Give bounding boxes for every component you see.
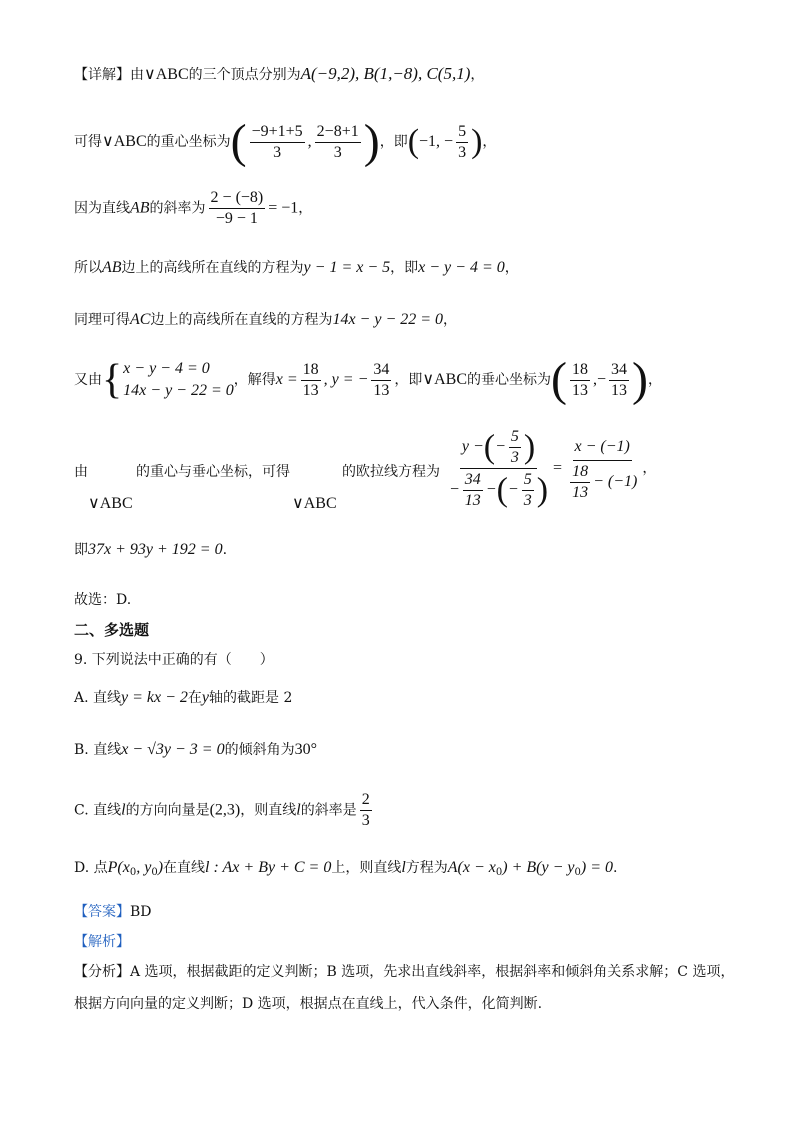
altitude-ab-line: 所以AB边上的高线所在直线的方程为y − 1 = x − 5，即x − y − 4 = 0， <box>74 259 519 276</box>
slope-fraction: $\frac{2 - (-8)}{-9 - 1}$ <box>210 189 264 227</box>
choice-line: 故选：D. <box>74 592 132 608</box>
answer-tag: 【答案】 <box>74 904 130 920</box>
euler-result-line: 即37x + 93y + 192 = 0. <box>74 541 228 558</box>
option-d: D. 点$P(x_0$, $y_0$)在直线l : Ax + By + C = 0上，则直线l方程为$A(x - x_0) + B(y - y_0) = 0$. <box>74 859 618 878</box>
euler-line-text: 由 的重心与垂心坐标，可得 的欧拉线方程为 <box>74 464 440 480</box>
euler-equation: y −(− $\frac{5}{3}$ ) − $\frac{34}{13}$ −(− $\frac{5}{3}$ ) = x − (−1) $\frac{18}{13}$ − (−1) ， <box>449 427 657 509</box>
analysis-tag-line <box>74 932 130 952</box>
equation-system: { x − y − 4 = 0 14x − y − 22 = 0 <box>102 357 234 403</box>
detail-line-1: 【详解】由∨ABC的三个顶点分别为A(−9,2), B(1,−8), C(5,1)， <box>74 64 485 83</box>
altitude-ac-line: 同理可得AC边上的高线所在直线的方程为14x − y − 22 = 0， <box>74 311 458 328</box>
question-9-stem: 9. 下列说法中正确的有（ ） <box>74 652 274 668</box>
euler-tri-1: ∨ABC <box>88 495 133 512</box>
detail-tag: 【详解】 <box>74 67 130 83</box>
section-title: 二、多选题 <box>74 621 150 639</box>
orthocenter-line: 又由 { x − y − 4 = 0 14x − y − 22 = 0 ，解得x = $\frac{18}{13}$ , y = − $\frac{34}{13}$ ，即∨ABC的垂心坐标为( $\frac{18}{13}$ ,− $\frac{34}{13}$ )， <box>74 353 662 406</box>
centroid-line: 可得∨ABC的重心坐标为( $\frac{-9+1+5}{3}$ , $\frac{2-8+1}{3}$ )，即(−1, − $\frac{5}{3}$ )， <box>74 115 497 168</box>
option-b: B. 直线x − √3y − 3 = 0的倾斜角为30° <box>74 741 317 758</box>
option-a: A. 直线y = kx − 2在y轴的截距是 2 <box>74 689 293 706</box>
centroid-x-fraction: $\frac{-9+1+5}{3}$ <box>251 122 303 161</box>
centroid-y-fraction: $\frac{2-8+1}{3}$ <box>316 122 359 161</box>
fenxi-tag: 【分析】 <box>74 964 130 980</box>
euler-tri-2: ∨ABC <box>292 495 337 512</box>
analysis-tag: 【解析】 <box>74 934 130 950</box>
answer-value: BD <box>130 904 152 920</box>
analysis-line-2: 根据方向向量的定义判断；D 选项，根据点在直线上，代入条件，化简判断. <box>74 996 543 1012</box>
analysis-line-1: 【分析】A 选项，根据截距的定义判断；B 选项，先求出直线斜率，根据斜率和倾斜角关系求解；C 选项， <box>74 964 735 980</box>
option-c: C. 直线l的方向向量是(2,3)，则直线l的斜率是 $\frac{2}{3}$ <box>74 791 370 829</box>
answer-line <box>74 902 152 922</box>
slope-line: 因为直线AB的斜率为 $\frac{2 - (-8)}{-9 - 1}$ = −1， <box>74 189 313 227</box>
